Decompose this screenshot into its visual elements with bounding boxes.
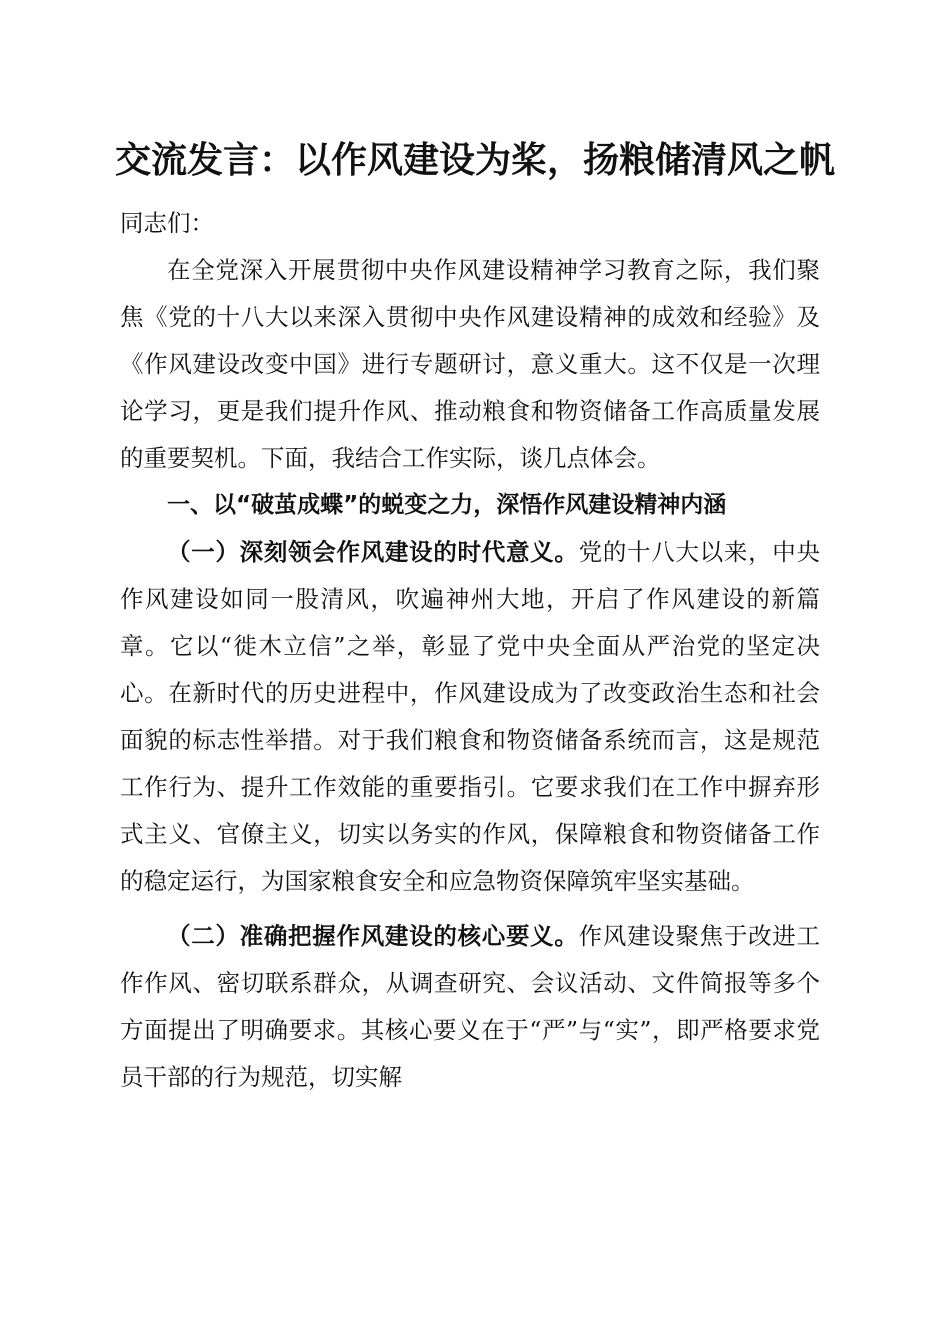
section-heading-1: 一、以“破茧成蝶”的蜕变之力，深悟作风建设精神内涵: [167, 492, 727, 518]
paragraph-1-1: [120, 529, 820, 905]
subheading-1-2: （二）准确把握作风建设的核心要义。: [167, 922, 579, 950]
paragraph-1-2: [120, 913, 820, 1101]
paragraph-text-1-1: 党的十八大以来，中央作风建设如同一股清风，吹遍神州大地，开启了作风建设的新篇章。它以“徙木立信”之举，彰显了党中央全面从严治党的坚定决心。在新时代的历史进程中，作风建设成为了改变政治生态和社会面貌的标志性举措。对于我们粮食和物资储备系统而言，这是规范工作行为、提升工作效能的重要指引。它要求我们在工作中摒弃形式主义、官僚主义，切实以务实的作风，保障粮食和物资储备工作的稳定运行，为国家粮食安全和应急物资保障筑牢坚实基础。: [120, 538, 821, 895]
intro-paragraph: 在全党深入开展贯彻中央作风建设精神学习教育之际，我们聚焦《党的十八大以来深入贯彻中央作风建设精神的成效和经验》及《作风建设改变中国》进行专题研讨，意义重大。这不仅是一次理论学习，更是我们提升作风、推动粮食和物资储备工作高质量发展的重要契机。下面，我结合工作实际，谈几点体会。: [120, 256, 820, 472]
document-title: 交流发言：以作风建设为桨，扬粮储清风之帆: [114, 139, 835, 181]
subheading-1-1: （一）深刻领会作风建设的时代意义。: [167, 538, 579, 566]
paragraph-text-1-2: 作风建设聚焦于改进工作作风、密切联系群众，从调查研究、会议活动、文件简报等多个方面提出了明确要求。其核心要义在于“严”与“实”，即严格要求党员干部的行为规范，切实解: [120, 922, 821, 1091]
salutation: 同志们：: [120, 209, 214, 237]
document-body: [120, 200, 820, 1101]
